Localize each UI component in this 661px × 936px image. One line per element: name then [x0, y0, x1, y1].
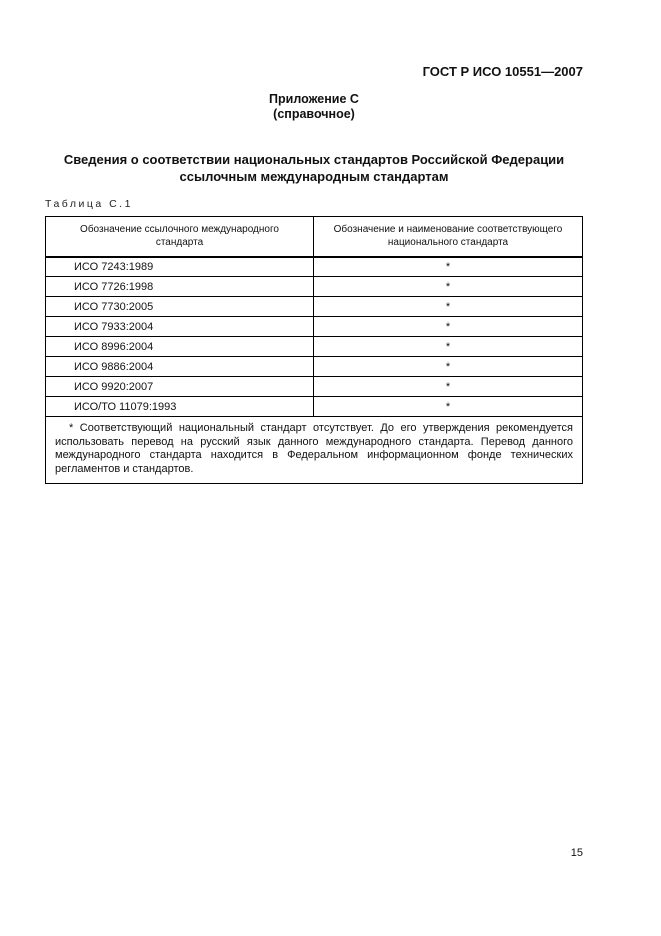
cell-national-standard: *: [314, 257, 583, 277]
cell-international-standard: ИСО 9920:2007: [46, 377, 314, 397]
cell-international-standard: ИСО 8996:2004: [46, 337, 314, 357]
cell-international-standard: ИСО 7730:2005: [46, 297, 314, 317]
table-row: [46, 357, 583, 377]
column-header-national-standard: Обозначение и наименование соответствующего национального стандарта: [314, 217, 583, 257]
table-row: [46, 397, 583, 417]
cell-national-standard: *: [314, 337, 583, 357]
table-label: Таблица С.1: [45, 198, 133, 210]
cell-national-standard: *: [314, 377, 583, 397]
table-header-row: [46, 217, 583, 257]
table-row: [46, 257, 583, 277]
cell-national-standard: *: [314, 397, 583, 417]
table-row: [46, 377, 583, 397]
cell-international-standard: ИСО 9886:2004: [46, 357, 314, 377]
doc-code-header: ГОСТ Р ИСО 10551—2007: [422, 64, 583, 79]
column-header-international-standard: Обозначение ссылочного международного стандарта: [46, 217, 314, 257]
cell-international-standard: ИСО/ТО 11079:1993: [46, 397, 314, 417]
page-number: 15: [570, 847, 583, 859]
table-footnote: * Соответствующий национальный стандарт отсутствует. До его утверждения рекомендуется использовать перевод на русский язык данного международного стандарта. Перевод данного международного стандарта находится в Федеральном информационном фонде технических регламентов и стандартов.: [46, 417, 583, 484]
appendix-title: Приложение С: [269, 92, 359, 106]
section-title-line1: Сведения о соответствии национальных стандартов Российской Федерации: [63, 152, 565, 167]
section-title: [45, 151, 583, 185]
cell-international-standard: ИСО 7933:2004: [46, 317, 314, 337]
table-row: [46, 337, 583, 357]
standards-correspondence-table: [45, 216, 583, 484]
cell-national-standard: *: [314, 297, 583, 317]
cell-national-standard: *: [314, 317, 583, 337]
appendix-subtitle: (справочное): [273, 107, 355, 121]
cell-international-standard: ИСО 7243:1989: [46, 257, 314, 277]
table-footnote-row: [46, 417, 583, 484]
cell-national-standard: *: [314, 277, 583, 297]
cell-international-standard: ИСО 7726:1998: [46, 277, 314, 297]
section-title-line2: ссылочным международным стандартам: [179, 169, 449, 184]
table-row: [46, 277, 583, 297]
table-row: [46, 297, 583, 317]
appendix-heading: [45, 92, 583, 122]
cell-national-standard: *: [314, 357, 583, 377]
table-row: [46, 317, 583, 337]
